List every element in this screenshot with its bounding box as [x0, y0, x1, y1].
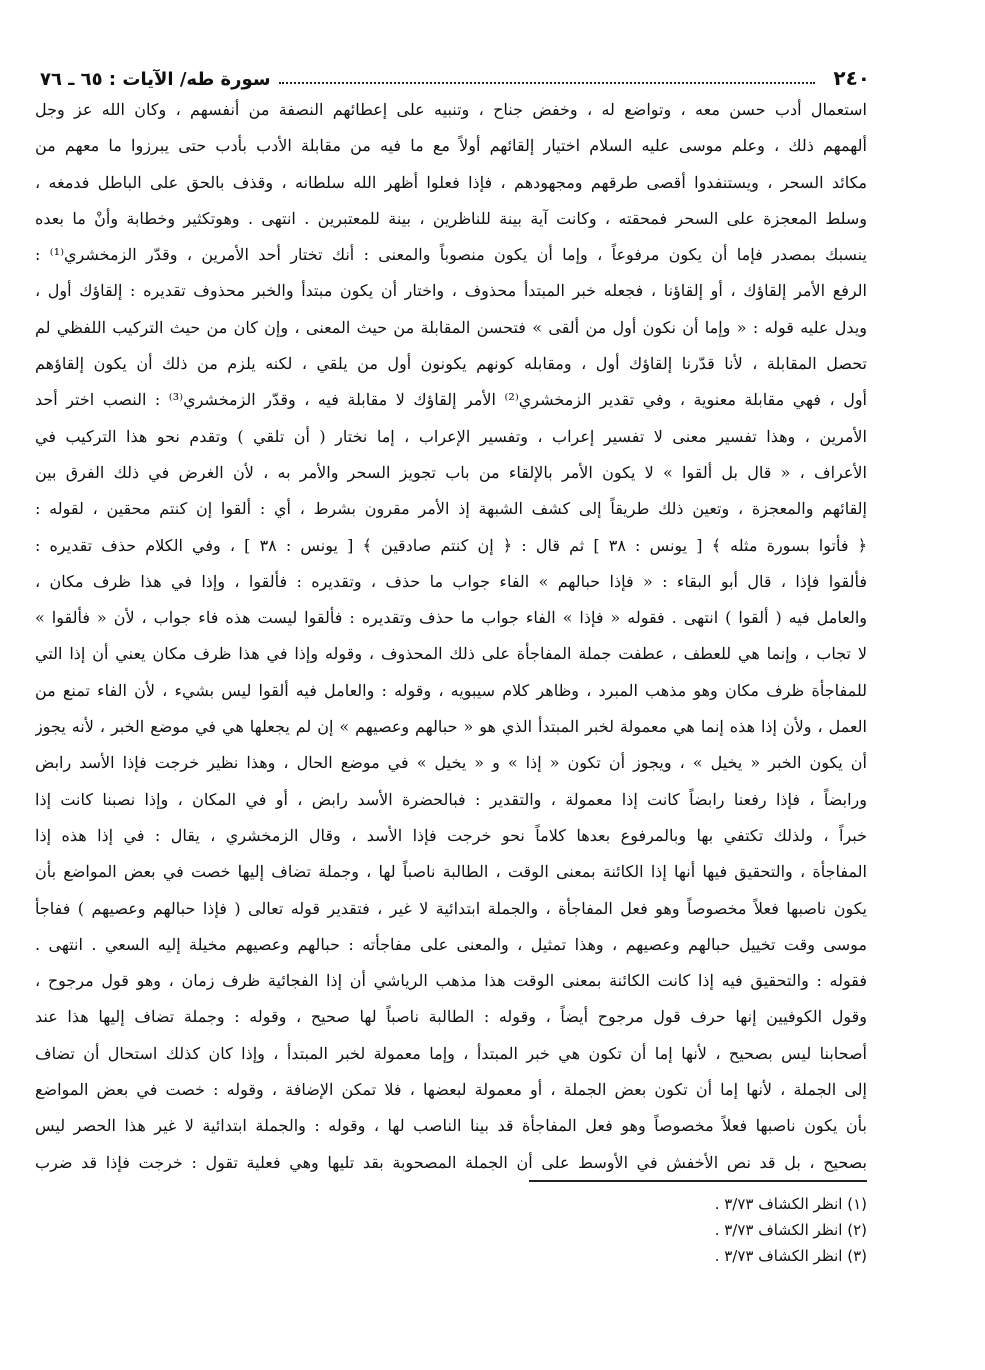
- footnote-item: (١) انظر الكشاف ٣/٧٣ .: [714, 1195, 867, 1213]
- text-line: استعمال أدب حسن معه ، وتواضع له ، وخفض جناح ، وتنبيه على إعطائهم النصفة من أنفسهم ، وكان الله عز وجل: [35, 100, 867, 119]
- text-line: لا تجاب ، وإنما هي للعطف ، عطفت جملة المفاجأة على ذلك المحذوف ، وقوله وإذا في هذا ظرف مكان يعني أن إذا التي: [35, 644, 867, 664]
- text-line: ورابضاً ، فإذا رفعنا رابضاً كانت إذا معمولة ، والتقدير : فبالحضرة الأسد رابض ، أو في المكان ، وإذا نصبنا كانت إذا: [35, 789, 867, 809]
- text-line: الأمرين ، وهذا تفسير معنى لا تفسير إعراب ، وتفسير الإعراب ، إما نختار ( أن تلقي ) وتقدم نحو هذا التركيب في: [35, 426, 867, 446]
- text-line: العمل ، ولأن إذا هذه إنما هي معمولة لخبر المبتدأ الذي هو « حبالهم وعصيهم » إن لم يجعلها هي في موضع الخبر ، لأنه يجوز: [35, 717, 867, 737]
- text-line: يكون ناصبها فعلاً مخصوصاً وهو فعل المفاجأة ، والجملة ابتدائية لا غير ، فتقدير قوله تعالى ( فإذا حبالهم وعصيهم ) ففاجأ: [35, 898, 867, 918]
- footnotes: [467, 1191, 867, 1269]
- page-number: ٢٤٠: [833, 66, 870, 90]
- text-line: أول ، فهي مقابلة معنوية ، وفي تقدير الزمخشري⁽²⁾ الأمر إلقاؤك لا مقابلة فيه ، وقدّر الزمخشري⁽³⁾ : النصب اختر أحد: [35, 390, 867, 410]
- text-line: أن يكون الخبر « يخيل » ، ويجوز أن تكون « إذا » و « يخيل » في موضع الحال ، وهذا نظير خرجت فإذا الأسد رابض: [35, 753, 867, 773]
- text-line: وسلط المعجزة على السحر فمحقته ، وكانت آية بينة للناظرين ، بينة للمعتبرين . انتهى . وهوتكثير وخطابة وأنْ ما بعده: [35, 208, 867, 228]
- text-line: مكائد السحر ، ويستنفدوا أقصى طرقهم ومجهودهم ، فإذا فعلوا أظهر الله سلطانه ، وقذف بالحق على الباطل فدمغه ،: [35, 172, 867, 192]
- text-line: وقول الكوفيين إنها حرف قول مرجوح أيضاً ، وقوله : الطالبة ناصباً لها صحيح ، وقوله : وجملة تضاف إليها هذا عند: [35, 1007, 867, 1027]
- text-line: فقوله : والتحقيق فيه إذا كانت الكائنة بمعنى الوقت هذا مذهب الرياشي أن إذا الفجائية ظرف زمان ، وهو قول مرجوح ،: [35, 971, 867, 991]
- footnote-separator: [529, 1180, 867, 1182]
- surah-title: سورة طه/ الآيات : ٦٥ ـ ٧٦: [40, 69, 271, 90]
- text-line: الأعراف ، « قال بل ألقوا » لا يكون الأمر بالإلقاء من باب تجويز السحر والأمر به ، لأن الغرض في ذلك الفرق بين: [35, 462, 867, 482]
- text-line: الرفع الأمر إلقاؤك ، أو إلقاؤنا ، فجعله خبر المبتدأ محذوف ، واختار أن يكون مبتدأ والخبر محذوف تقديره : إلقاؤك أول ،: [35, 281, 867, 301]
- text-line: والعامل فيه ( ألقوا ) انتهى . فقوله « فإذا » الفاء جواب ما حذف وتقديره : فألقوا ليست هذه فاء جواب ، لأن « فألقوا »: [35, 608, 867, 628]
- text-line: ويدل عليه قوله : « وإما أن نكون أول من ألقى » فتحسن المقابلة من حيث المعنى ، وإن كان من حيث التركيب اللفظي لم: [35, 317, 867, 337]
- text-line: خبراً ، ولذلك تكتفي بها وبالمرفوع بعدها كلاماً نحو خرجت فإذا الأسد ، وقال الزمخشري ، يقال : في إذا هذه إذا: [35, 825, 867, 845]
- text-line: ﴿ فأتوا بسورة مثله ﴾ [ يونس : ٣٨ ] ثم قال : ﴿ إن كنتم صادقين ﴾ [ يونس : ٣٨ ] ، وفي الكلام حذف تقديره :: [35, 535, 867, 555]
- page-header: [40, 56, 870, 90]
- text-line: المفاجأة ، والتحقيق فيها أنها إذا الكائنة بمعنى الوقت ، الطالبة ناصباً لها ، وجملة تضاف إليها خصت في بعض المواضع بأن: [35, 862, 867, 882]
- text-line: ينسبك بمصدر فإما أن يكون مرفوعاً ، وإما أن يكون منصوباً والمعنى : أنك تختار أحد الأمرين ، وقدّر الزمخشري⁽¹⁾ :: [35, 245, 867, 265]
- header-dotted-leader: [279, 82, 816, 84]
- body-text: [35, 92, 867, 1181]
- text-line: للمفاجأة ظرف مكان وهو مذهب المبرد ، وظاهر كلام سيبويه ، وقوله : والعامل فيه ألقوا ليس بشيء ، لأن الفاء تمنع من: [35, 680, 867, 700]
- footnote-item: (٢) انظر الكشاف ٣/٧٣ .: [714, 1221, 867, 1239]
- text-line: ألهمهم ذلك ، وعلم موسى عليه السلام اختيار إلقائهم أولاً مع ما فيه من مقابلة الأدب بأدب حتى يبرزوا ما معهم من: [35, 136, 867, 156]
- footnote-item: (٣) انظر الكشاف ٣/٧٣ .: [714, 1247, 867, 1265]
- text-line: فألقوا فإذا ، قال أبو البقاء : « فإذا حبالهم » الفاء جواب ما حذف ، وتقديره : فألقوا ، وإذا في هذا ظرف مكان ،: [35, 571, 867, 591]
- text-line: إلى الجملة ، لأنها إما أن تكون بعض الجملة ، أو معمولة لبعضها ، فلا تمكن الإضافة ، وقوله : خصت في بعض المواضع: [35, 1080, 867, 1100]
- text-line: إلقائهم والمعجزة ، وتعين ذلك طريقاً إلى كشف الشبهة إذ الأمر مقرون بشرط ، أي : ألقوا إن كنتم محقين ، لقوله :: [35, 499, 867, 519]
- text-line: موسى وقت تخييل حبالهم وعصيهم ، وهذا تمثيل ، والمعنى على مفاجأته : حبالهم وعصيهم مخيلة إليه السعي . انتهى .: [35, 934, 867, 954]
- text-line: بأن يكون ناصبها فعلاً مخصوصاً وهو فعل المفاجأة قد بينا الناصب لها ، وقوله : والجملة ابتدائية لا غير هذا الحصر ليس: [35, 1116, 867, 1136]
- text-line: بصحيح ، بل قد نص الأخفش في الأوسط على أن الجملة المصحوبة بقد تليها وهي فعلية تقول : خرجت فإذا قد ضرب: [35, 1152, 867, 1172]
- text-line: تحصل المقابلة ، لأنا قدّرنا إلقاؤك أول ، ومقابله كونهم يكونون أول من يلقي ، لكنه يلزم من ذلك أن يكون إلقاؤهم: [35, 354, 867, 374]
- text-line: أصحابنا ليس بصحيح ، لأنها إما أن تكون هي خبر المبتدأ ، وإما معمولة لخبر المبتدأ ، وإذا كان كذلك استحال أن تضاف: [35, 1043, 867, 1063]
